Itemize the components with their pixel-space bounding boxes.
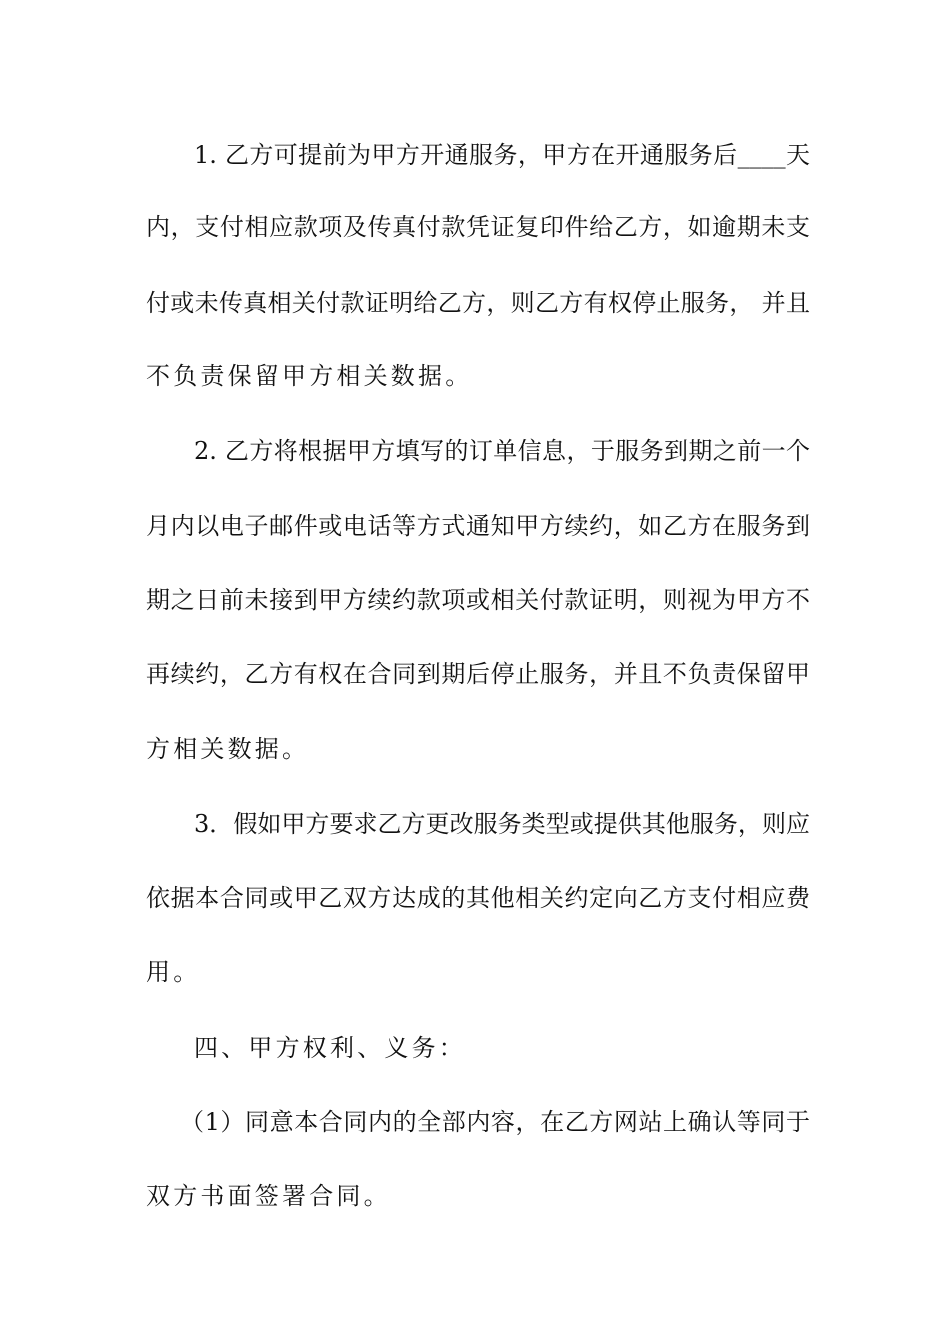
clause-2-line-2: 月内以电子邮件或电话等方式通知甲方续约，如乙方在服务到 <box>146 512 810 540</box>
item-1-line-2: 双方书面签署合同。 <box>146 1182 391 1210</box>
clause-2-line-3: 期之日前未接到甲方续约款项或相关付款证明，则视为甲方不 <box>146 586 810 614</box>
clause-2-line-5: 方相关数据。 <box>146 735 310 763</box>
clause-3-line-3: 用。 <box>146 958 201 986</box>
clause-3-line-1: 3．假如甲方要求乙方更改服务类型或提供其他服务，则应 <box>194 810 810 838</box>
clause-1-line-4: 不负责保留甲方相关数据。 <box>146 362 473 390</box>
clause-2-line-4: 再续约，乙方有权在合同到期后停止服务，并且不负责保留甲 <box>146 660 810 688</box>
item-1-line-1: （1）同意本合同内的全部内容，在乙方网站上确认等同于 <box>180 1108 810 1136</box>
clause-1-line-2: 内，支付相应款项及传真付款凭证复印件给乙方，如逾期未支 <box>146 213 810 241</box>
clause-1-line-1: 1. 乙方可提前为甲方开通服务，甲方在开通服务后____天 <box>194 141 810 169</box>
clause-3-line-2: 依据本合同或甲乙双方达成的其他相关约定向乙方支付相应费 <box>146 884 810 912</box>
clause-1-line-3: 付或未传真相关付款证明给乙方，则乙方有权停止服务， 并且 <box>146 289 810 317</box>
section-4-heading: 四、甲方权利、义务： <box>194 1034 466 1062</box>
clause-2-line-1: 2. 乙方将根据甲方填写的订单信息，于服务到期之前一个 <box>194 437 810 465</box>
